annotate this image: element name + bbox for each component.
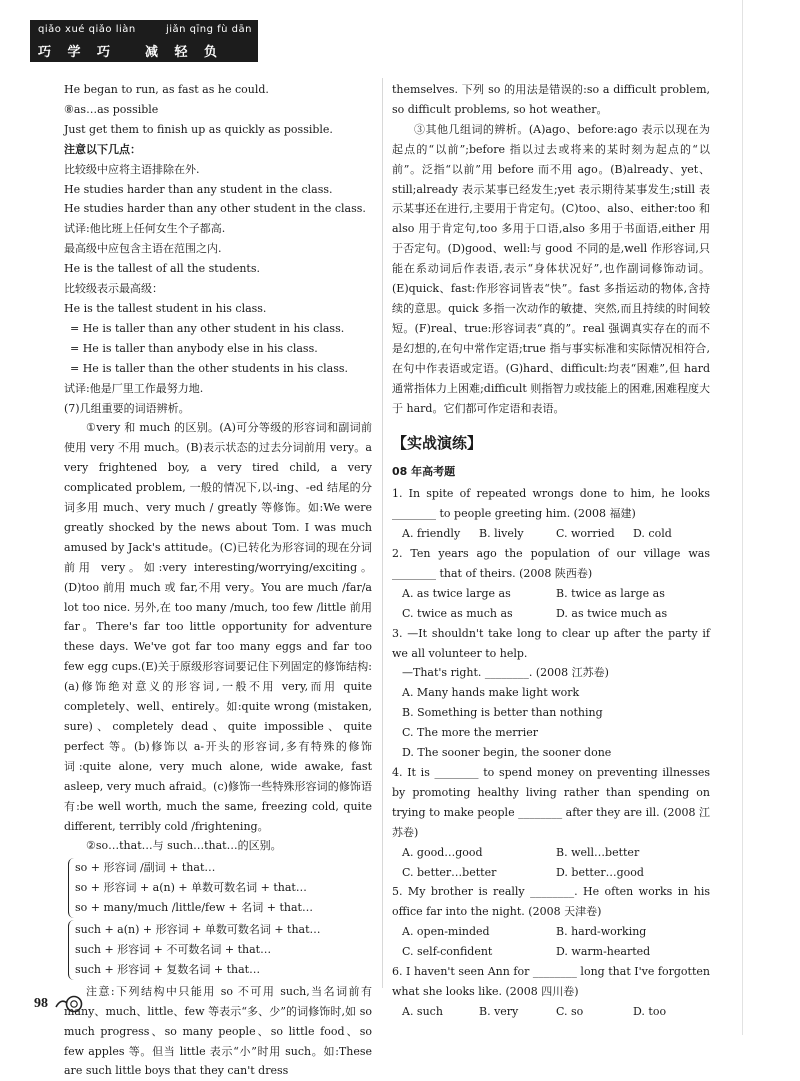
option: B. well…better [556, 845, 640, 859]
column-divider [382, 78, 383, 988]
option-row [392, 942, 710, 962]
header-pinyin-right: jiǎn qīng fù dān [165, 24, 252, 35]
text-line: He is the tallest of all the students. [64, 262, 260, 276]
option: B. twice as large as [556, 586, 665, 600]
structure-line: so + many/much /little/few + 名词 + that… [75, 901, 313, 915]
option-row [392, 922, 710, 942]
question-stem: 6. I haven't seen Ann for ________ long that I've forgotten what she looks like. (2008 四川卷) [392, 965, 710, 998]
option: D. The sooner begin, the sooner done [402, 746, 612, 760]
option-row [392, 1002, 710, 1022]
option-row [392, 703, 710, 723]
option-row [392, 843, 710, 863]
header-cn-right: 减 轻 负 担 [145, 45, 224, 79]
header-pinyin [38, 24, 252, 35]
text-line: He began to run, as fast as he could. [64, 83, 269, 96]
text-line: ⑧as…as possible [64, 102, 159, 116]
header-chinese [38, 41, 252, 79]
option: B. lively [479, 527, 524, 541]
option: A. such [402, 1004, 443, 1018]
section-title: 【实战演练】 [392, 434, 483, 453]
paragraph: ①very 和 much 的区别。(A)可分等级的形容词和副词前使用 very 不用 much。(B)表示状态的过去分词前用 very。a very frightened boy, a very tired child, a very complicated problem, 一般的情况下,以-ing、-ed 结尾的分词多用 much、very much / greatly 等修饰。如:We were greatly shocked by the news about Tom. I was much amused by Jack's attitude。(C)已转化为形容词的现在分词前用 very。如:very interesting/worrying/exciting。(D)too 前用 much 或 far,不用 very。You are much /far/a lot too nice. 另外,在 too many /much, too few /little 前用 far。There's far too little opportunity for adventure these days. We've got far too many eggs and far too few egg cups.(E)关于原级形容词要记住下列固定的修饰结构:(a)修饰绝对意义的形容词,一般不用 very,而用 quite completely、well、entirely。如:quite wrong (mistaken, sure)、completely dead、quite impossible、quite perfect 等。(b)修饰以 a-开头的形容词,多有特殊的修饰词:quite alone, very much alone, wide awake, fast asleep, very much afraid。(c)修饰一些特殊形容词的修饰语有:be well worth, much the same, freezing cold, quite different, terribly cold /frightening。 [64, 421, 372, 833]
structure-line: such + 形容词 + 复数名词 + that… [75, 962, 261, 976]
question-stem: 2. Ten years ago the population of our village was ________ that of theirs. (2008 陕西卷) [392, 547, 710, 580]
paragraph: 注意:下列结构中只能用 so 不可用 such,当名词前有 many、much、little、few 等表示“多、少”的词修饰时,如 so much progress、so many people、so little food、so few apples 等。但当 little 表示“小”时用 such。如:These are such little boys that they can't dress [64, 984, 372, 1078]
text-line: 最高级中应包含主语在范围之内. [64, 242, 222, 256]
text-line: = He is taller than anybody else in his class. [70, 341, 318, 355]
option: B. very [479, 1004, 519, 1018]
header-pinyin-left: qiǎo xué qiǎo liàn [38, 24, 136, 35]
text-line: 试译:他比班上任何女生个子都高. [64, 222, 226, 236]
structure-line: such + a(n) + 形容词 + 单数可数名词 + that… [75, 923, 321, 937]
option: B. Something is better than nothing [402, 706, 603, 720]
question-4 [392, 763, 710, 882]
so-structure-bracket [68, 858, 372, 918]
question-stem: 1. In spite of repeated wrongs done to him, he looks ________ to people greeting him. (2008 福建) [392, 487, 710, 521]
option-row [392, 604, 710, 624]
option: D. better…good [556, 865, 644, 879]
text-line: = He is taller than any other student in his class. [70, 321, 345, 335]
structure-line: so + 形容词 + a(n) + 单数可数名词 + that… [75, 881, 307, 895]
option: D. too [633, 1004, 667, 1018]
question-extra: —That's right. ________. (2008 江苏卷) [402, 666, 609, 680]
option: C. The more the merrier [402, 726, 539, 740]
question-stem: 4. It is ________ to spend money on preventing illnesses by promoting healthy living rather than spending on trying to make people ________ after they are ill. (2008 江苏卷) [392, 766, 710, 839]
text-line: ②so…that…与 such…that…的区别。 [86, 839, 282, 853]
option-row [392, 723, 710, 743]
option: A. good…good [402, 845, 483, 859]
option: A. open-minded [402, 925, 490, 939]
option-row [392, 743, 710, 763]
question-2 [392, 544, 710, 624]
page-number: 98 [34, 996, 48, 1011]
text-line: Just get them to finish up as quickly as possible. [64, 122, 333, 136]
option-row [392, 683, 710, 703]
text-line: 注意以下几点： [64, 142, 141, 156]
question-5 [392, 882, 710, 962]
option: A. Many hands make light work [402, 686, 580, 700]
page-header-banner [30, 20, 258, 79]
text-line: (7)几组重要的词语辨析。 [64, 401, 190, 415]
option-row [392, 584, 710, 604]
option: C. so [556, 1004, 584, 1018]
question-stem: 5. My brother is really ________. He often works in his office far into the night. (2008 天津卷) [392, 885, 710, 919]
text-line: 比较级表示最高级： [64, 282, 163, 296]
left-column [64, 80, 372, 1081]
such-structure-bracket [68, 920, 372, 980]
year-label: 08 年高考题 [392, 465, 456, 479]
margin-rule [742, 0, 743, 1035]
question-1 [392, 484, 710, 544]
text-line: He studies harder than any student in the class. [64, 182, 333, 196]
header-cn-left: 巧 学 巧 练 [38, 45, 117, 79]
text-line: = He is taller than the other students in his class. [70, 361, 349, 375]
right-column [392, 80, 710, 1022]
question-stem: 3. —It shouldn't take long to clear up after the party if we all volunteer to help. [392, 626, 710, 660]
paragraph: themselves. 下列 so 的用法是错误的:so a difficult problem, so difficult problems, so hot weather。 [392, 83, 710, 116]
option: C. twice as much as [402, 606, 513, 620]
option: C. self-confident [402, 945, 493, 959]
option: A. as twice large as [402, 586, 511, 600]
option: D. cold [633, 527, 672, 541]
option: A. friendly [402, 527, 461, 541]
structure-line: so + 形容词 /副词 + that… [75, 861, 216, 875]
option-row [392, 863, 710, 883]
paragraph: ③其他几组词的辨析。(A)ago、before:ago 表示以现在为起点的“以前”;before 指以过去或将来的某时刻为起点的“以前”。泛指“以前”用 before 而不用 ago。(B)already、yet、still;already 表示某事已经发生;yet 表示期待某事发生;still 表示某事还在进行,主要用于肯定句。(C)too、also、either:too 和 also 用于肯定句,too 多用于口语,also 多用于书面语,either 用于否定句。(D)good、well:与 good 不同的是,well 作形容词,只能在系动词后作表语,表示“身体状况好”,也作副词修饰动词。(E)quick、fast:作形容词皆表“快”。fast 多指运动的物体,含持续的意思。quick 多指一次动作的敏捷、突然,而且持续的时间较短。(F)real、true:形容词表“真的”。real 强调真实存在的而不是幻想的,在句中常作定语;true 指与事实标准和实际情况相符合,在句中作表语或定语。(G)hard、difficult:均表“困难”,但 hard 通常指体力上困难;difficult 则指智力或技能上的困难,困难程度大于 hard。它们都可作定语和表语。 [392, 122, 710, 415]
text-line: He is the tallest student in his class. [64, 301, 267, 315]
option: C. worried [556, 527, 615, 541]
question-6 [392, 962, 710, 1022]
option: B. hard-working [556, 925, 647, 939]
text-line: He studies harder than any other student in the class. [64, 202, 366, 216]
question-3 [392, 624, 710, 763]
text-line: 试译:他是厂里工作最努力地. [64, 381, 204, 395]
structure-line: such + 形容词 + 不可数名词 + that… [75, 942, 272, 956]
publisher-logo-icon [54, 994, 84, 1014]
text-line: 比较级中应将主语排除在外. [64, 162, 200, 176]
page-footer [34, 994, 84, 1014]
option: D. as twice much as [556, 606, 668, 620]
option-row [392, 524, 710, 544]
option: C. better…better [402, 865, 497, 879]
option: D. warm-hearted [556, 945, 651, 959]
